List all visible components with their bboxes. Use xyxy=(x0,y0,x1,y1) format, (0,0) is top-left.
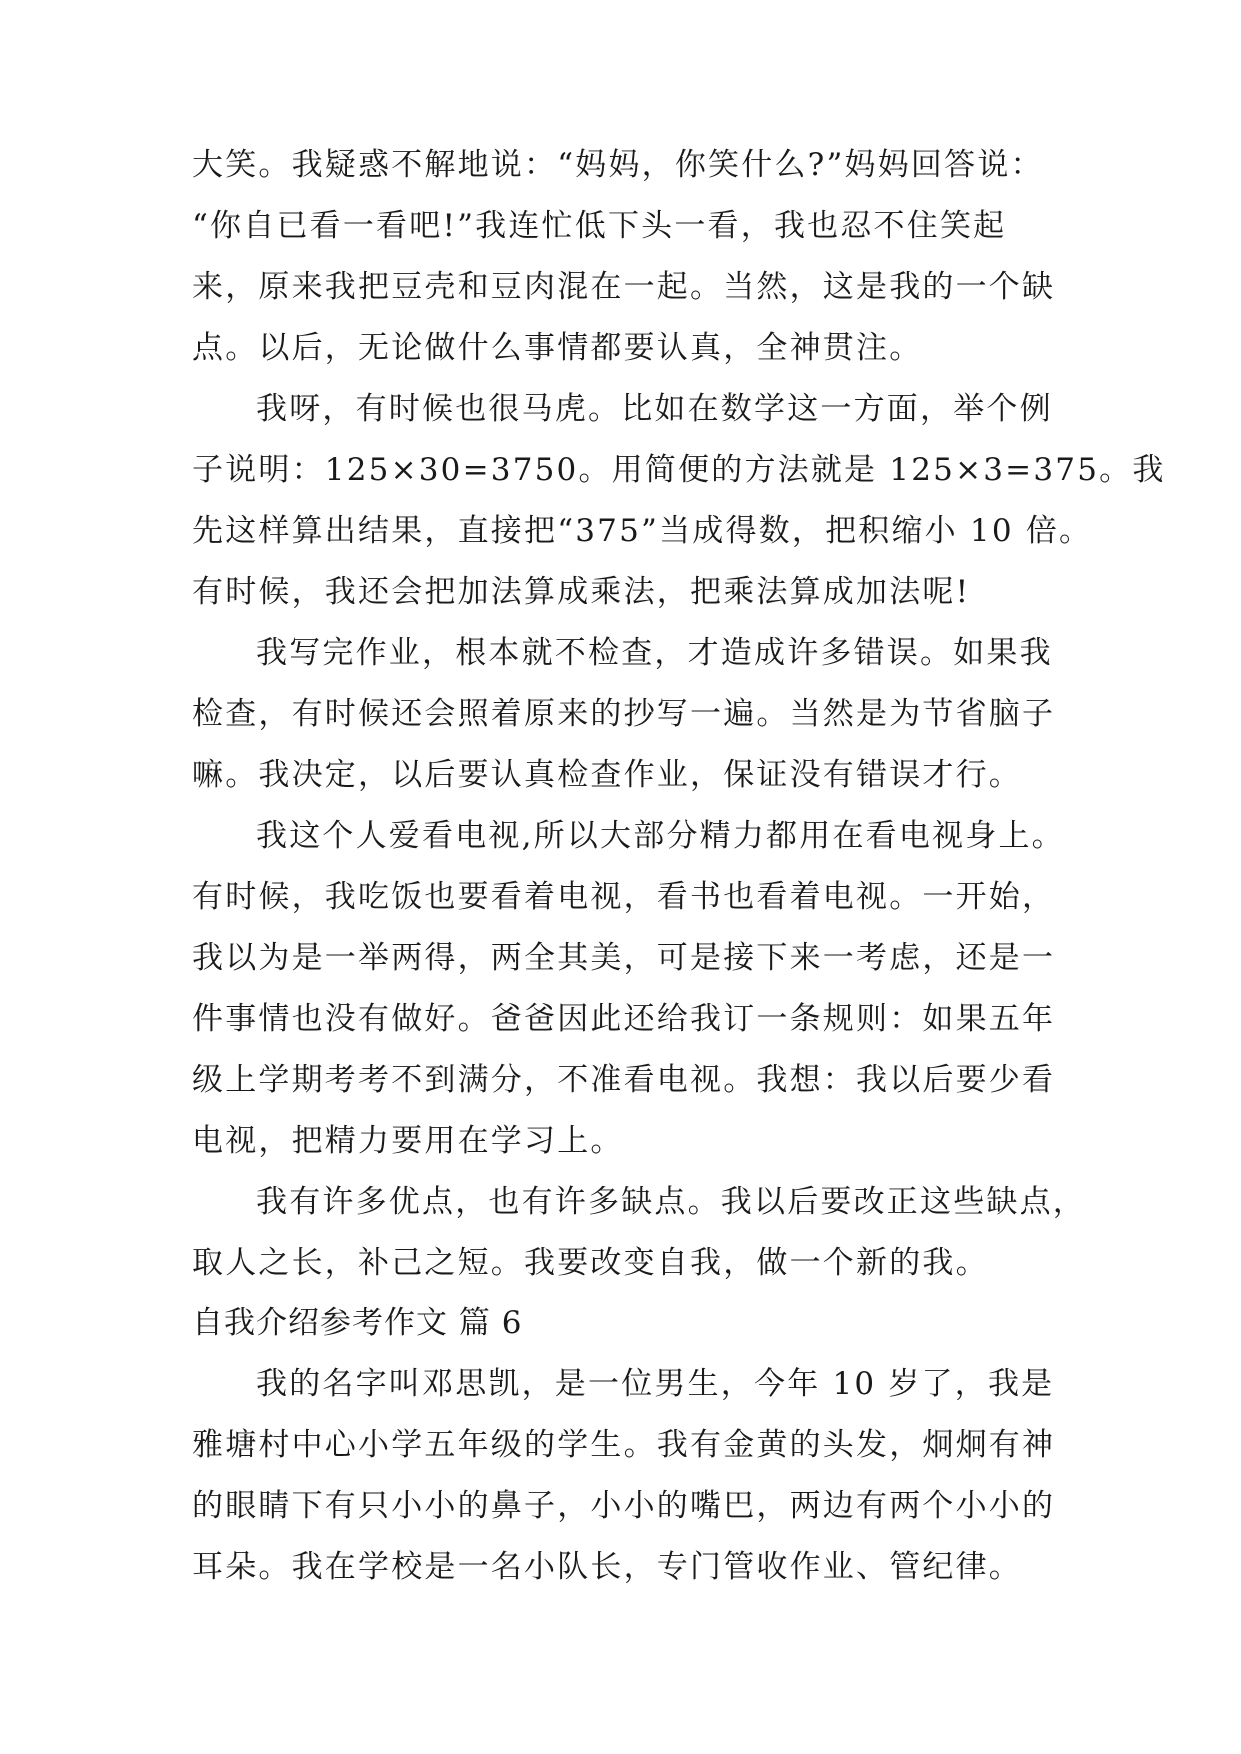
paragraph-first-line: 我呀，有时候也很马虎。比如在数学这一方面，举个例 xyxy=(256,391,1053,427)
text-line: 有时候，我还会把加法算成乘法，把乘法算成加法呢! xyxy=(192,574,971,610)
text-line: 有时候，我吃饭也要看着电视，看书也看着电视。一开始， xyxy=(192,879,1056,915)
text-line: “你自已看一看吧!”我连忙低下头一看，我也忍不住笑起 xyxy=(192,208,1007,244)
section-heading: 自我介绍参考作文 篇 6 xyxy=(192,1305,523,1341)
text-line: 来，原来我把豆壳和豆肉混在一起。当然，这是我的一个缺 xyxy=(192,269,1056,305)
text-line: 先这样算出结果，直接把“375”当成得数，把积缩小 10 倍。 xyxy=(192,513,1093,549)
text-line: 取人之长，补己之短。我要改变自我，做一个新的我。 xyxy=(192,1245,989,1281)
text-line: 我以为是一举两得，两全其美，可是接下来一考虑，还是一 xyxy=(192,940,1056,976)
text-line: 嘛。我决定，以后要认真检查作业，保证没有错误才行。 xyxy=(192,757,1022,793)
paragraph-first-line: 我的名字叫邓思凯，是一位男生，今年 10 岁了，我是 xyxy=(256,1366,1055,1402)
paragraph-first-line: 我这个人爱看电视,所以大部分精力都用在看电视身上。 xyxy=(256,818,1065,854)
text-line: 雅塘村中心小学五年级的学生。我有金黄的头发，炯炯有神 xyxy=(192,1427,1056,1463)
text-line: 电视，把精力要用在学习上。 xyxy=(192,1123,624,1159)
text-line: 检查，有时候还会照着原来的抄写一遍。当然是为节省脑子 xyxy=(192,696,1056,732)
text-line: 大笑。我疑惑不解地说：“妈妈，你笑什么?”妈妈回答说： xyxy=(192,147,1044,183)
text-line: 子说明：125×30=3750。用简便的方法就是 125×3=375。我 xyxy=(192,452,1166,488)
text-line: 件事情也没有做好。爸爸因此还给我订一条规则：如果五年 xyxy=(192,1001,1056,1037)
text-line: 的眼睛下有只小小的鼻子，小小的嘴巴，两边有两个小小的 xyxy=(192,1488,1056,1524)
text-line: 点。以后，无论做什么事情都要认真，全神贯注。 xyxy=(192,330,923,366)
text-line: 级上学期考考不到满分，不准看电视。我想：我以后要少看 xyxy=(192,1062,1056,1098)
text-line: 耳朵。我在学校是一名小队长，专门管收作业、管纪律。 xyxy=(192,1549,1022,1585)
paragraph-first-line: 我写完作业，根本就不检查，才造成许多错误。如果我 xyxy=(256,635,1053,671)
paragraph-first-line: 我有许多优点，也有许多缺点。我以后要改正这些缺点， xyxy=(256,1184,1086,1220)
